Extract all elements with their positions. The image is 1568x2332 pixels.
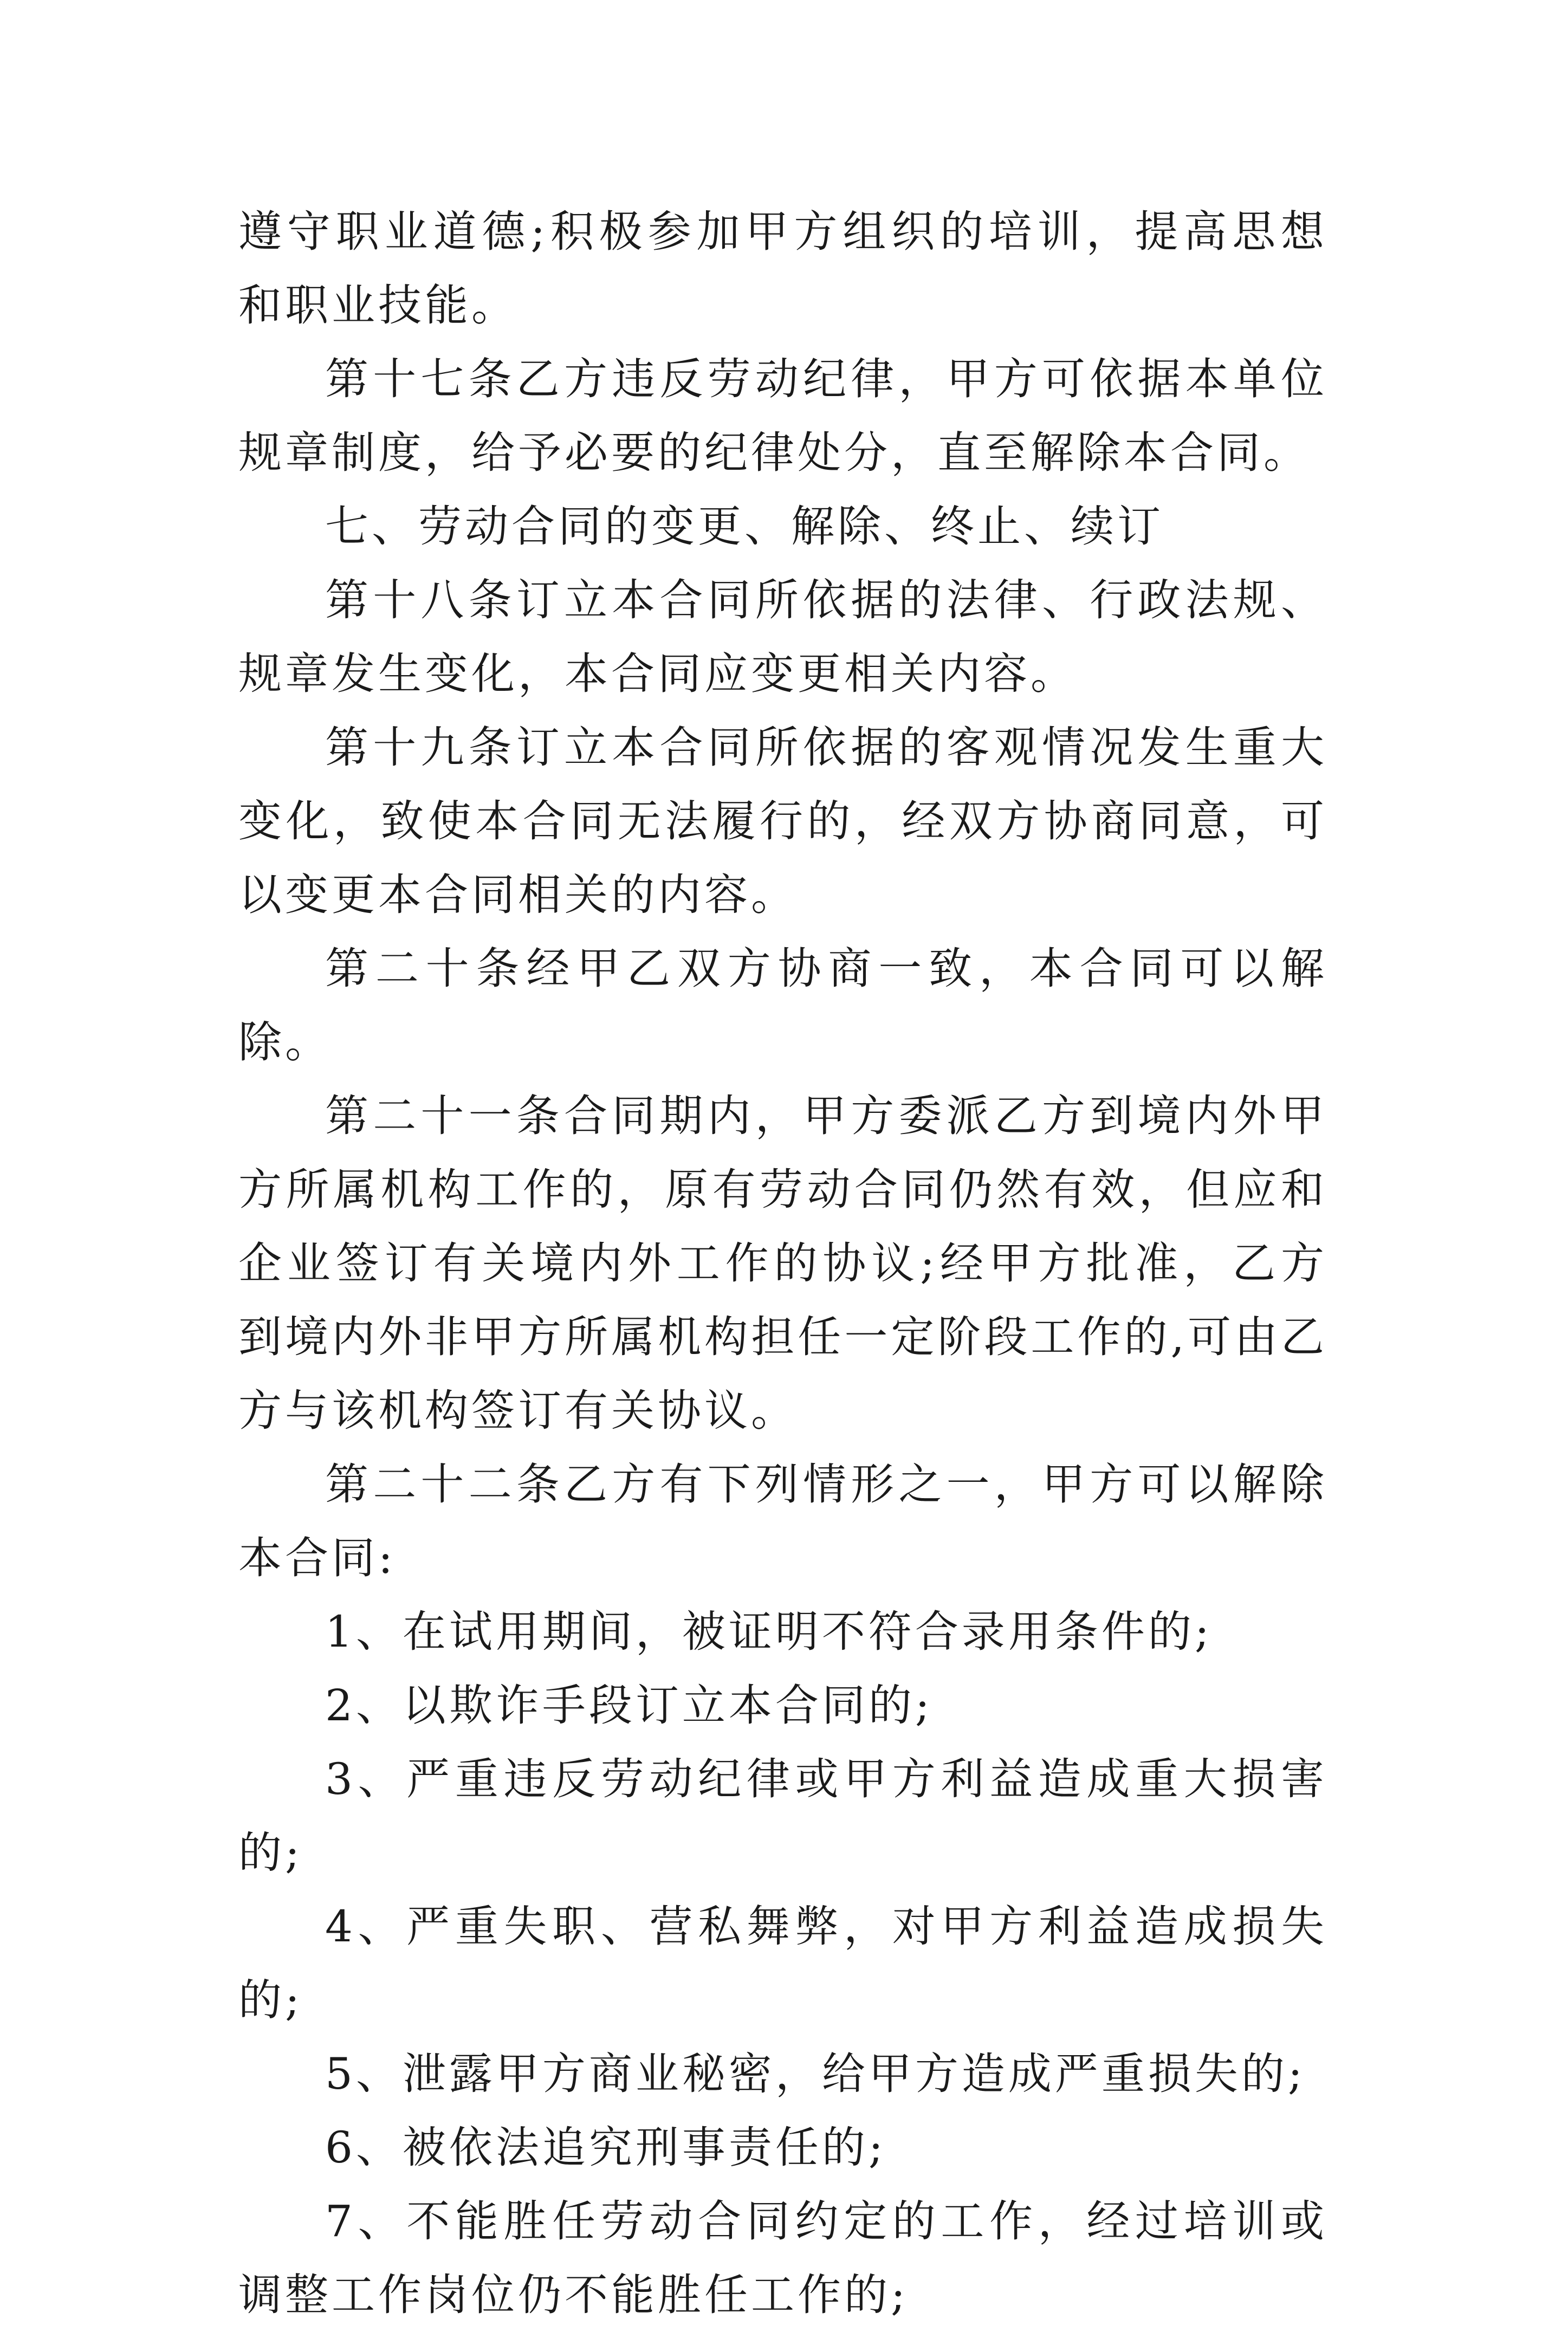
list-item-6: 6、被依法追究刑事责任的; [325,2122,886,2173]
list-item-4: 4、严重失职、营私舞弊，对甲方利益造成损失的; [238,1901,1327,2025]
paragraph-article-19: 第十九条订立本合同所依据的客观情况发生重大变化，致使本合同无法履行的，经双方协商同意，可以变更本合同相关的内容。 [238,722,1327,920]
list-item-1: 1、在试用期间，被证明不符合录用条件的; [325,1607,1213,1657]
document-body [238,195,1327,2332]
section-heading-7: 七、劳动合同的变更、解除、终止、续订 [325,501,1164,552]
list-item-7: 7、不能胜任劳动合同约定的工作，经过培训或调整工作岗位仍不能胜任工作的; [238,2196,1327,2320]
list-item-3: 3、严重违反劳动纪律或甲方利益造成重大损害的; [238,1754,1327,1878]
paragraph-article-17: 第十七条乙方违反劳动纪律，甲方可依据本单位规章制度，给予必要的纪律处分，直至解除本合同。 [238,354,1327,478]
paragraph-article-20: 第二十条经甲乙双方协商一致，本合同可以解除。 [238,943,1327,1067]
paragraph-continuation: 遵守职业道德;积极参加甲方组织的培训，提高思想和职业技能。 [238,206,1327,331]
list-item-5: 5、泄露甲方商业秘密，给甲方造成严重损失的; [325,2049,1306,2099]
paragraph-article-18: 第十八条订立本合同所依据的法律、行政法规、规章发生变化，本合同应变更相关内容。 [238,575,1327,699]
paragraph-article-22: 第二十二条乙方有下列情形之一，甲方可以解除本合同: [238,1459,1327,1583]
paragraph-article-21: 第二十一条合同期内，甲方委派乙方到境内外甲方所属机构工作的，原有劳动合同仍然有效，但应和企业签订有关境内外工作的协议;经甲方批准，乙方到境内外非甲方所属机构担任一定阶段工作的,可由乙方与该机构签订有关协议。 [238,1091,1327,1436]
list-item-2: 2、以欺诈手段订立本合同的; [325,1680,933,1731]
